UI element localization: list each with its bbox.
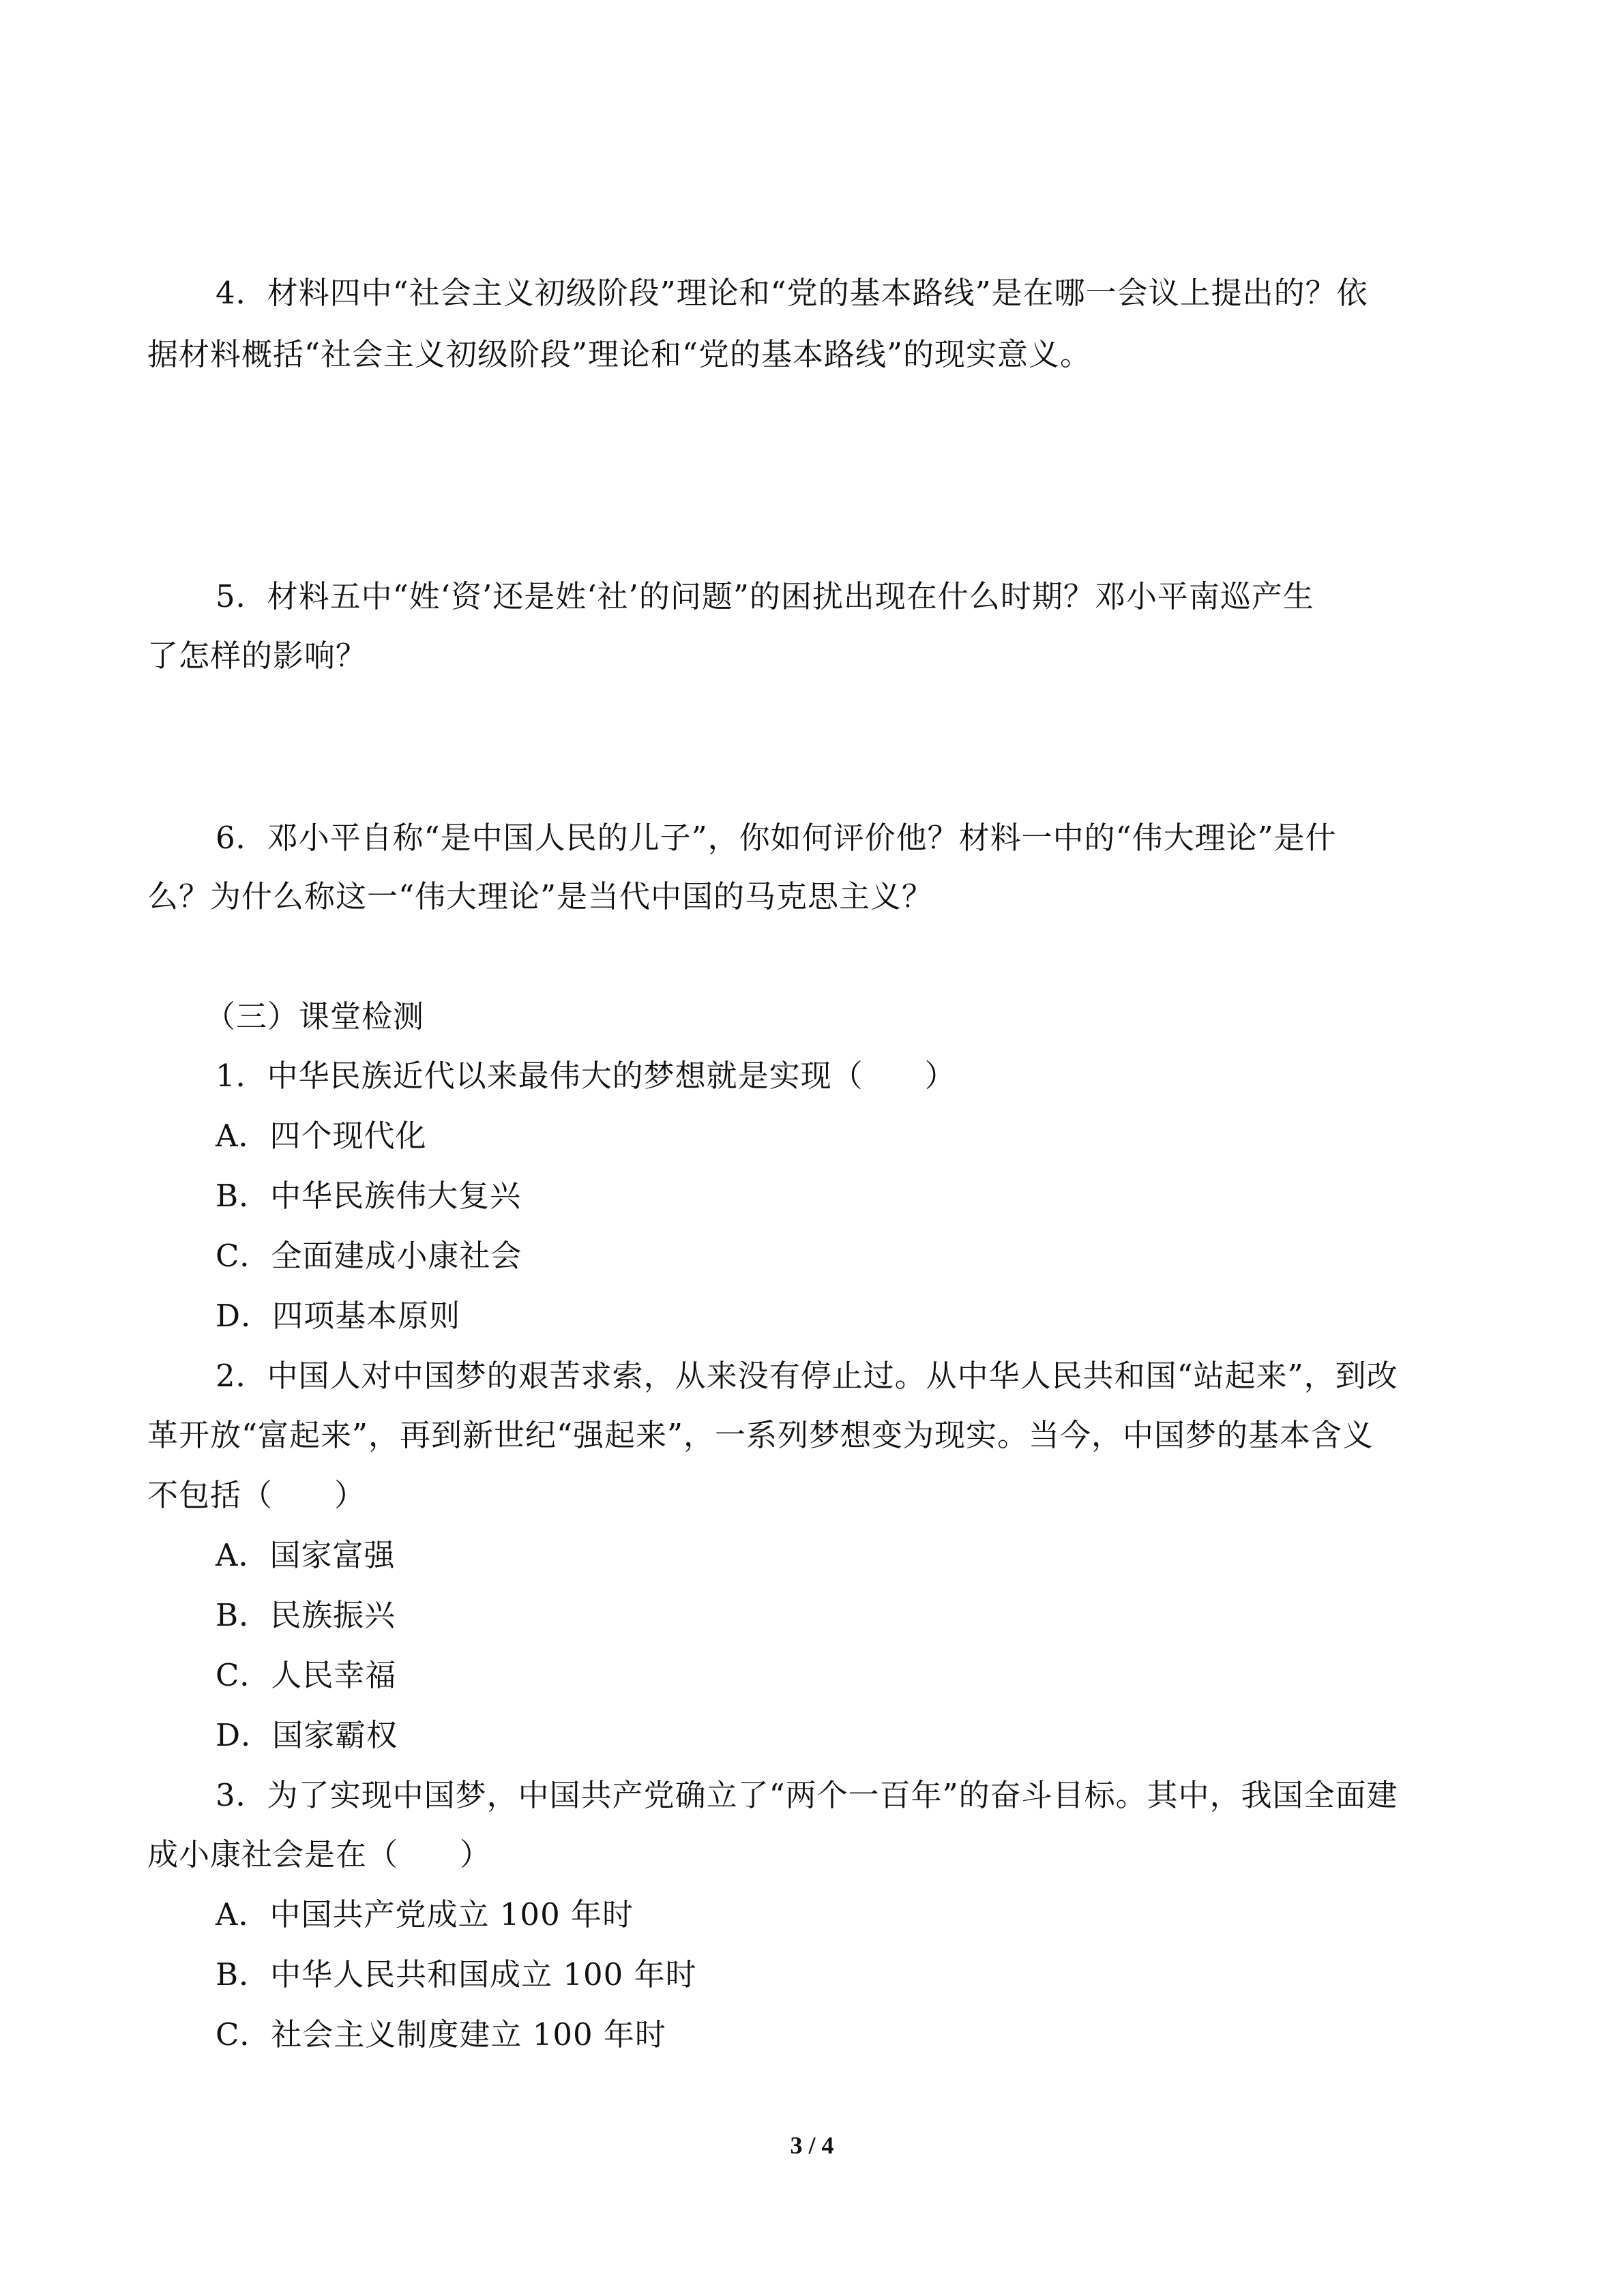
quiz-q3-line-2 [147,1834,491,1875]
quiz-q3-line-2-text: 成小康社会是在（ [147,1836,399,1873]
quiz-q1-option-c: C．全面建成小康社会 [216,1238,522,1274]
quiz-q2-close-paren: ） [334,1477,366,1513]
quiz-q2-option-b: B．民族振兴 [216,1597,396,1633]
page-number: 3 / 4 [790,2132,834,2159]
quiz-q2-line-3 [147,1475,366,1516]
quiz-q2-line-2: 革开放“富起来”，再到新世纪“强起来”，一系列梦想变为现实。当今，中国梦的基本含义 [147,1417,1374,1453]
question-6-line-1: 6．邓小平自称“是中国人民的儿子”，你如何评价他？材料一中的“伟大理论”是什 [216,820,1337,856]
quiz-q3-option-a: A．中国共产党成立 100 年时 [216,1896,634,1933]
quiz-q3-close-paren: ） [460,1836,492,1873]
quiz-q1-option-a: A．四个现代化 [216,1118,427,1154]
quiz-q2-option-a: A．国家富强 [216,1537,396,1573]
question-5-line-1: 5．材料五中“姓‘资’还是姓‘社’的问题”的困扰出现在什么时期？邓小平南巡产生 [216,578,1314,614]
question-4-line-1: 4．材料四中“社会主义初级阶段”理论和“党的基本路线”是在哪一会议上提出的？依 [216,275,1368,311]
quiz-q2-line-3-text: 不包括（ [147,1477,274,1513]
quiz-q1-stem [216,1056,956,1097]
quiz-q1-option-b: B．中华民族伟大复兴 [216,1178,522,1214]
quiz-q2-option-c: C．人民幸福 [216,1657,397,1693]
question-5-line-2: 了怎样的影响？ [147,638,368,674]
quiz-q1-option-d: D．四项基本原则 [216,1298,461,1334]
quiz-q1-stem-text: 1．中华民族近代以来最伟大的梦想就是实现（ [216,1058,863,1094]
section-heading: （三）课堂检测 [205,998,425,1034]
quiz-q3-line-1: 3．为了实现中国梦，中国共产党确立了“两个一百年”的奋斗目标。其中，我国全面建 [216,1777,1398,1813]
question-4-line-2: 据材料概括“社会主义初级阶段”理论和“党的基本路线”的现实意义。 [147,336,1092,372]
quiz-q2-line-1: 2．中国人对中国梦的艰苦求索，从来没有停止过。从中华人民共和国“站起来”，到改 [216,1358,1398,1394]
quiz-q3-option-b: B．中华人民共和国成立 100 年时 [216,1956,697,1993]
question-6-line-2: 么？为什么称这一“伟大理论”是当代中国的马克思主义？ [147,878,934,914]
quiz-q3-option-c: C．社会主义制度建立 100 年时 [216,2016,666,2053]
quiz-q1-close-paren: ） [924,1058,956,1094]
quiz-q2-option-d: D．国家霸权 [216,1717,398,1753]
